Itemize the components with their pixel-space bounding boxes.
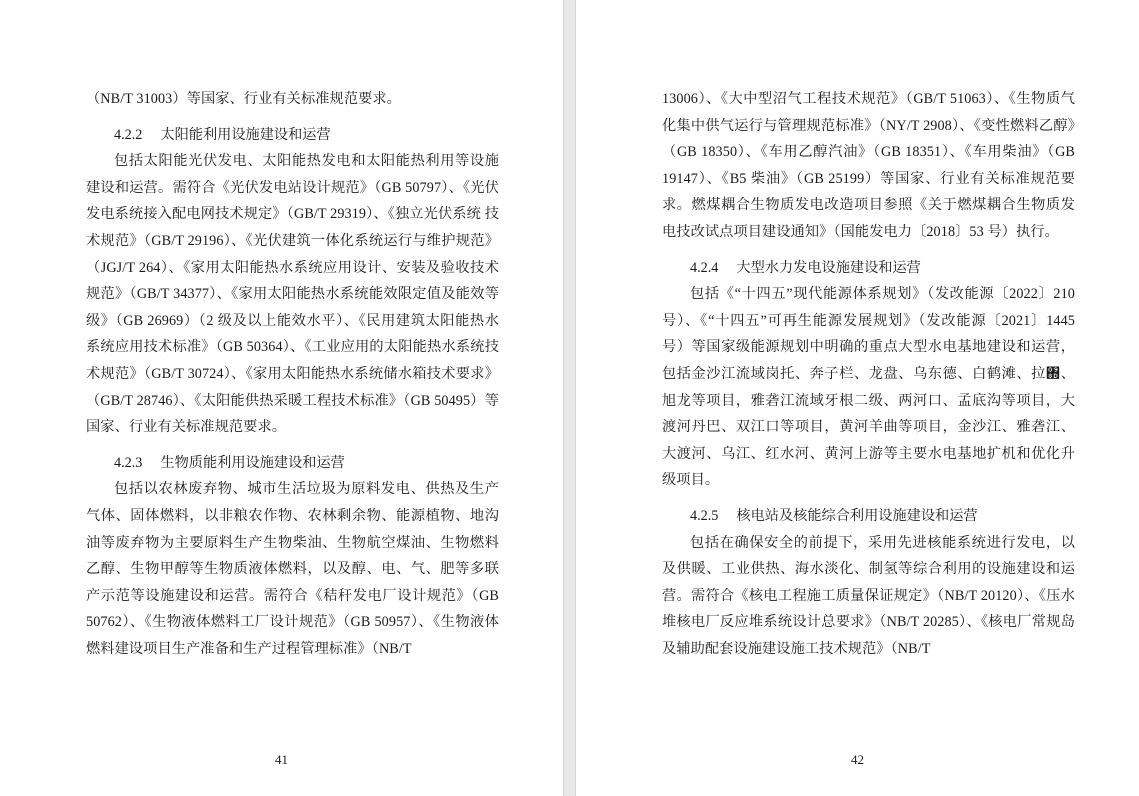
paragraph: 包括以农林废弃物、城市生活垃圾为原料发电、供热及生产气体、固体燃料，以非粮农作物、农林剩余物、能源植物、地沟油等废弃物为主要原料生产生物柴油、生物航空煤油、生物燃料乙醇、生物甲醇等生物质液体燃料，以及醇、电、气、肥等多联产示范等设施建设和运营。需符合《秸秆发电厂设计规范》（GB 50762）、《生物液体燃料工厂设计规范》（GB 50957）、《生物液体燃料建设项目生产准备和生产过程管理标准》（NB/T bbox=[86, 481, 499, 657]
paragraph: 包括《“十四五”现代能源体系规划》（发改能源〔2022〕210 号）、《“十四五”可再生能源发展规划》（发改能源〔2021〕1445 号）等国家级能源规划中明确的重点大型水电基地建设和运营，包括金沙江流域岗托、奔子栏、龙盘、乌东德、白鹤滩、拉঍、旭龙等项目，雅砻江流域牙根二级、两河口、孟底沟等项目，大渡河丹巴、双江口等项目，黄河羊曲等项目，金沙江、雅砻江、大渡河、乌江、红水河、黄河上游等主要水电基地扩机和优化升级项目。 bbox=[662, 286, 1075, 489]
section-heading bbox=[662, 503, 1075, 530]
section-title: 生物质能利用设施建设和运营 bbox=[160, 454, 345, 471]
section-heading bbox=[662, 255, 1075, 282]
paragraph: 包括在确保安全的前提下，采用先进核能系统进行发电，以及供暖、工业供热、海水淡化、制氢等综合利用的设施建设和运营。需符合《核电工程施工质量保证规定》（NB/T 20120）、《压水堆核电厂反应堆系统设计总要求》（NB/T 20285）、《核电厂常规岛及辅助配套设施建设施工技术规范》（NB/T bbox=[662, 534, 1075, 657]
page-41-content bbox=[86, 86, 499, 736]
page-number: 42 bbox=[851, 752, 864, 767]
paragraph: （NB/T 31003）等国家、行业有关标准规范要求。 bbox=[86, 91, 401, 107]
paragraph: 13006）、《大中型沼气工程技术规范》（GB/T 51063）、《生物质气化集中供气运行与管理规范标准》（NY/T 2908）、《变性燃料乙醇》（GB 18350）、《车用乙醇汽油》（GB 18351）、《车用柴油》（GB 19147）、《B5 柴油》（GB 25199）等国家、行业有关标准规范要求。燃煤耦合生物质发电改造项目参照《关于燃煤耦合生物质发电技改试点项目建设通知》（国能发电力〔2018〕53 号）执行。 bbox=[662, 91, 1075, 240]
page-41 bbox=[0, 0, 563, 796]
section-title: 太阳能利用设施建设和运营 bbox=[160, 126, 331, 143]
page-number: 41 bbox=[275, 752, 288, 767]
section-title: 核电站及核能综合利用设施建设和运营 bbox=[736, 507, 978, 524]
section-number: 4.2.4 bbox=[690, 259, 719, 276]
section-number: 4.2.2 bbox=[114, 126, 143, 143]
section-heading bbox=[86, 450, 499, 477]
section-title: 大型水力发电设施建设和运营 bbox=[736, 259, 921, 276]
section-heading bbox=[86, 122, 499, 149]
page-42-content bbox=[662, 86, 1075, 736]
section-number: 4.2.5 bbox=[690, 507, 719, 524]
paragraph: 包括太阳能光伏发电、太阳能热发电和太阳能热利用等设施建设和运营。需符合《光伏发电站设计规范》（GB 50797）、《光伏发电系统接入配电网技术规定》（GB/T 29319）、《独立光伏系统 技术规范》（GB/T 29196）、《光伏建筑一体化系统运行与维护规范》（JGJ/T 264）、《家用太阳能热水系统应用设计、安装及验收技术规范》（GB/T 34377）、《家用太阳能热水系统能效限定值及能效等级》（GB 26969）（2 级及以上能效水平）、《民用建筑太阳能热水系统应用技术标准》（GB 50364）、《工业应用的太阳能热水系统技术规范》（GB/T 30724）、《家用太阳能热水系统储水箱技术要求》（GB/T 28746）、《太阳能供热采暖工程技术标准》（GB 50495）等国家、行业有关标准规范要求。 bbox=[86, 153, 499, 436]
section-number: 4.2.3 bbox=[114, 454, 143, 471]
page-42 bbox=[576, 0, 1139, 796]
